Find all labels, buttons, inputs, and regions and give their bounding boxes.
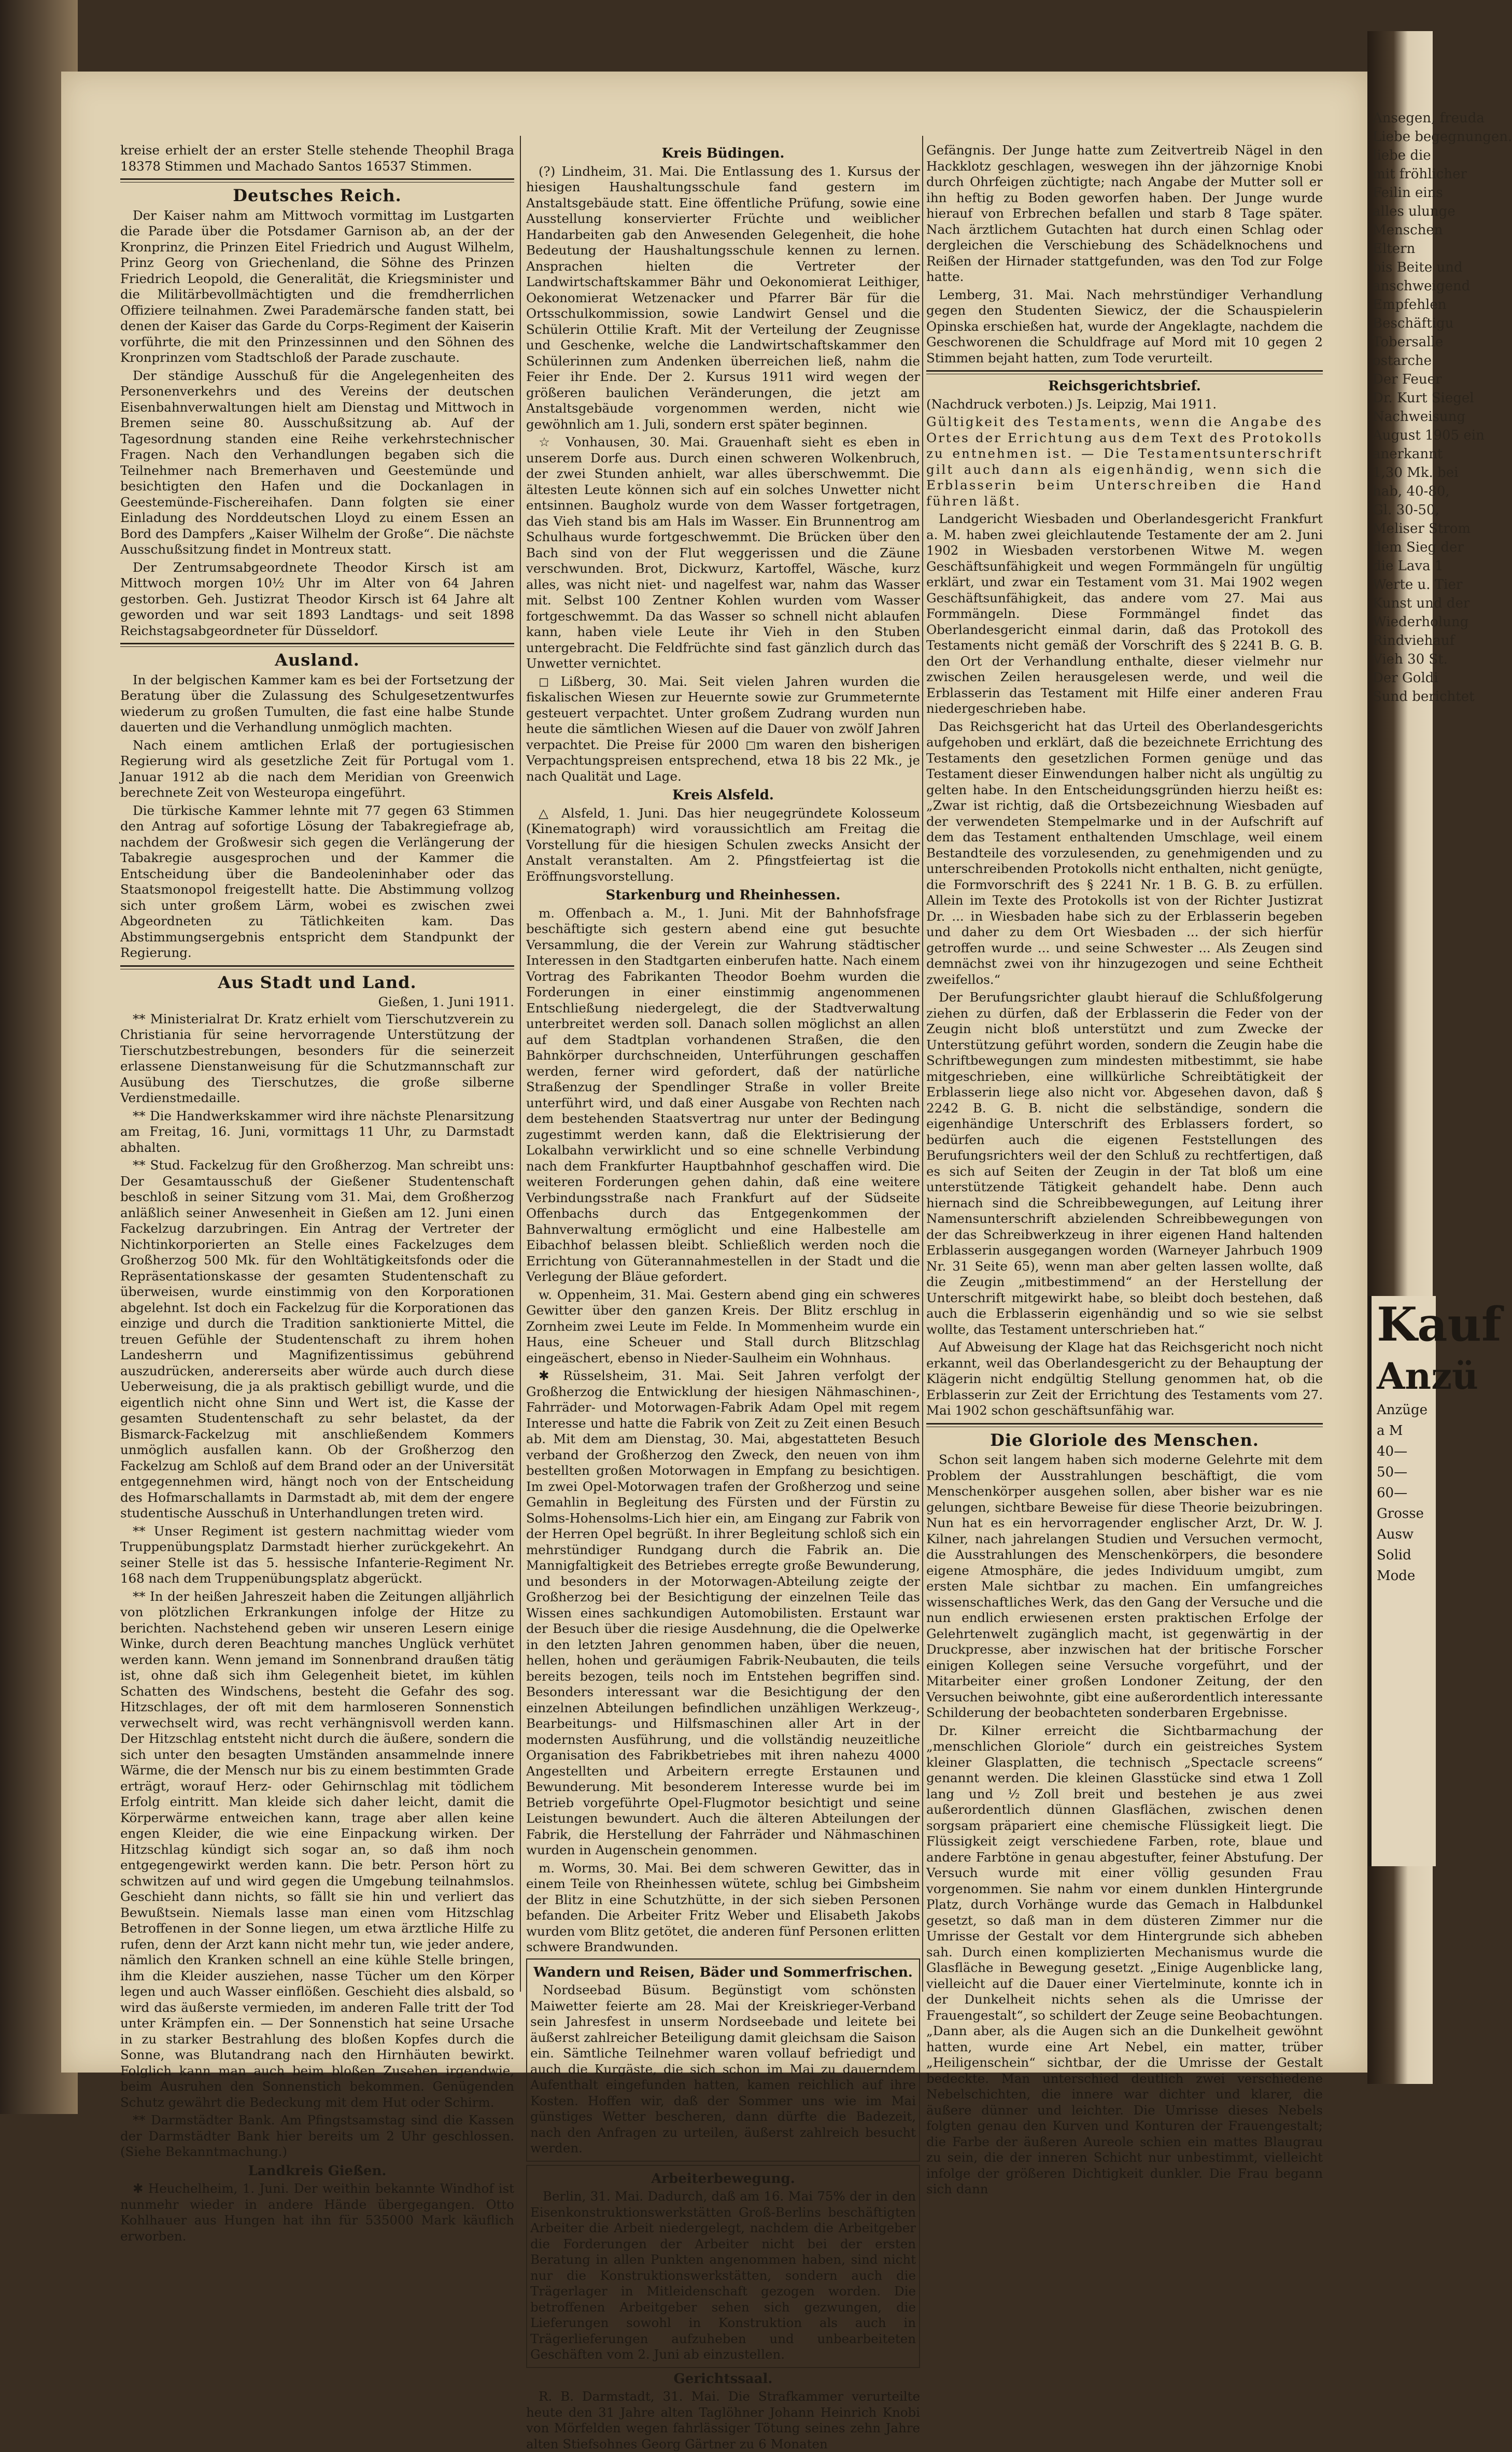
edge-text-line: August 1905 ein [1373, 428, 1485, 443]
ad-price-line: 50— [1377, 1464, 1408, 1480]
adjacent-page-advertisement [1368, 1296, 1502, 1866]
heading-wandern-und-reisen: Wandern und Reisen, Bäder und Sommerfrischen. [533, 1964, 913, 1980]
article-paragraph: △ Alsfeld, 1. Juni. Das hier neugegründete Kolosseum (Kinematograph) wird voraussichtlich am Freitag die Vorstellung für die hiesigen Schulen zwecks Ansicht der Anstalt veranstalten. Am 2. Pfingstfeiertag ist die Eröffnungsvorstellung. [526, 805, 920, 884]
dateline: Gießen, 1. Juni 1911. [378, 994, 514, 1009]
edge-text-line: Tobersalle [1373, 334, 1444, 350]
edge-text-line: Gl. 30-50, [1373, 502, 1439, 518]
ad-prices [1372, 1400, 1436, 1503]
edge-text-line: Der Goldi [1373, 670, 1438, 686]
article-paragraph: ** In der heißen Jahreszeit haben die Zeitungen alljährlich von plötzlichen Erkrankungen infolge der Hitze zu berichten. Nachstehend geben wir unseren Lesern einige Winke, durch deren Beachtung manches Unglück verhütet werden kann. Wenn jemand im Sonnenbrand draußen tätig ist, ohne daß sich ihm Gelegenheit bietet, im kühlen Schatten des Windschens, besteht die Gefahr des sog. Hitzschlages, der oft mit dem harmloseren Sonnenstich verwechselt wird, was recht verhängnisvoll werden kann. Der Hitzschlag entsteht nicht durch die äußere, sondern die sich unter den besagten Umständen ansammelnde innere Wärme, die der Mensch nur bis zu einem bestimmten Grade erträgt, worauf Herz- oder Gehirnschlag mit tödlichem Erfolg eintritt. Man kleide sich daher leicht, damit die Körperwärme entweichen kann, trage aber allen keine engen Kleider, die wie eine Einpackung wirken. Der Hitzschlag kündigt sich sogar an, so daß ihm noch entgegengewirkt werden kann. Die betr. Person hört zu schwitzen auf und wird gegen die Umgebung teilnahmslos. Geschieht dann nichts, so fällt sie hin und verliert das Bewußtsein. Niemals lasse man einen vom Hitzschlag Betroffenen in der Sonne liegen, um etwa ärztliche Hilfe zu rufen, denn der Arzt kann nicht mehr tun, wie jeder andere, nämlich den Kranken schnell an eine kühle Stelle bringen, ihm die Kleider ausziehen, nasse Tücher um den Körper legen und auch Wasser einflößen. Geschieht dies alsbald, so wird das äußerste vermieden, im anderen Falle tritt der Tod unter Krämpfen ein. — Der Sonnenstich hat seine Ursache in zu starker Bestrahlung des bloßen Kopfes durch die Sonne, was Blutandrang nach den Hirnhäuten bewirkt. Folglich kann man auch beim bloßen Zusehen irgendwie, beim Ausruhen den Sonnenstich bekommen. Genügenden Schutz gewährt die Bedeckung mit dem Hut oder Schirm. [120, 1588, 514, 2110]
ad-price-line: Anzüge a M [1377, 1402, 1428, 1439]
edge-text-line: Sund berichtet [1373, 689, 1475, 704]
edge-text-line: Dr. Kurt Siegel [1373, 390, 1474, 406]
edge-text-line: Empfehlen [1373, 297, 1447, 313]
article-paragraph: Auf Abweisung der Klage hat das Reichsgericht noch nicht erkannt, weil das Oberlandesgericht zu der Behauptung der Klägerin nicht endgültig Stellung genommen hat, ob die Erblasserin zur Zeit der Errichtung des Testaments vom 27. Mai 1902 schon geschäftsunfähig war. [926, 1340, 1323, 1418]
heading-starkenburg: Starkenburg und Rheinhessen. [605, 887, 841, 903]
article-paragraph: In der belgischen Kammer kam es bei der Fortsetzung der Beratung über die Zulassung des Schulgesetzentwurfes wiederum zu großen Tumulten, die fast eine halbe Stunde dauerten und die Verhandlung unmöglich machten. [120, 672, 514, 735]
boxed-section-arbeiter [526, 2165, 920, 2368]
article-paragraph: ◻ Lißberg, 30. Mai. Seit vielen Jahren wurden die fiskalischen Wiesen zur Heuernte sowie zur Grummeternte gesteuert verpachtet. Unter großem Zudrang wurden nun heute die sämtlichen Wiesen auf die Dauer von zwölf Jahren verpachtet. Die Preise für 2000 ◻m waren den bisherigen Verpachtungspreisen entsprechend, etwa 18 bis 22 Mk., je nach Qualität und Lage. [526, 673, 920, 784]
article-paragraph: Der Berufungsrichter glaubt hierauf die Schlußfolgerung ziehen zu dürfen, daß der Erblasserin die Feder von der Zeugin nicht bloß unterstützt und zum Zwecke der Unterstützung geführt worden, sondern die Zeugin habe die Schriftbewegungen zum mindesten mitbestimmt, sie habe mitgeschrieben, eine willkürliche Schreibtätigkeit der Erblasserin liege also nicht vor. Abgesehen davon, daß § 2242 B. G. B. nicht die selbständige, sondern die eigenhändige Unterschrift des Erblassers fordert, so bedürfen auch die eigenen Feststellungen des Berufungsrichters weil der den Schluß zu rechtfertigen, daß es sich auf Seiten der Zeugin in der Tat bloß um eine unterstützende Tätigkeit gehandelt habe. Denn auch hiernach sind die Schreibbewegungen, auf Leitung ihrer Namensunterschrift abzielenden Schreibbewegungen von der das Schreibwerkzeug in ihrer eigenen Hand haltenden Erblasserin ausgegangen worden (Warneyer Jahrbuch 1909 Nr. 31 Seite 65), wenn man aber gelten lassen wollte, daß die Zeugin „mitbestimmend“ an der Herstellung der Unterschrift mitgewirkt habe, so bleibt doch bestehen, daß auch die Erblasserin eigenhändig und so wie sie selbst wollte, das Testament unterschrieben hat.“ [926, 990, 1323, 1337]
edge-text-line: Wiederholung [1373, 614, 1469, 630]
divider [120, 965, 514, 969]
heading-landkreis-giessen: Landkreis Gießen. [248, 2163, 387, 2179]
edge-text-line: Feilin eins [1373, 185, 1443, 201]
heading-arbeiterbewegung: Arbeiterbewegung. [651, 2171, 795, 2187]
article-paragraph: Gefängnis. Der Junge hatte zum Zeitvertreib Nägel in den Hackklotz geschlagen, weswegen ihn der jähzornige Knobi durch Ohrfeigen züchtigte; nach Angabe der Mutter soll er ihn heftig zu Boden geworfen haben. Der Junge wurde hierauf von Erbrechen befallen und starb 8 Tage später. Nach ärztlichem Gutachten hat durch einen Schlag oder dergleichen die Verschiebung des Schädelknochens und Reißen der Hirnader stattgefunden, was den Tod zur Folge hatte. [926, 143, 1323, 284]
adjacent-page-text [1368, 109, 1512, 706]
edge-text-line: Rindviehauf [1373, 633, 1455, 649]
heading-aus-stadt-und-land: Aus Stadt und Land. [218, 972, 417, 992]
edge-text-line: Vieh 30 St. [1373, 652, 1448, 667]
column-rule [922, 136, 923, 1992]
edge-text-line: Eltern [1373, 241, 1416, 257]
column-1 [120, 143, 514, 2244]
ad-text-line: Mode [1377, 1568, 1416, 1584]
boxed-section-wandern [526, 1958, 920, 2162]
article-paragraph: ** Darmstädter Bank. Am Pfingstsamstag sind die Kassen der Darmstädter Bank hier bereits um 2 Uhr geschlossen. (Siehe Bekanntmachung.) [120, 2112, 514, 2159]
reichsgericht-header: (Nachdruck verboten.) Js. Leipzig, Mai 1911. [926, 396, 1217, 412]
article-paragraph: m. Offenbach a. M., 1. Juni. Mit der Bahnhofsfrage beschäftigte sich gestern abend eine gut besuchte Versammlung, die der Verein zur Wahrung städtischer Interessen in den Stadtgarten einberufen hatte. Nach einem Vortrag des Fabrikanten Theodor Boehm wurden die Forderungen in einer einstimmig angenommenen Entschließung niedergelegt, die der Stadtverwaltung unterbreitet werden soll. Danach sollen möglichst an allen auf dem Stadtplan vorhandenen Straßen, die den Bahnkörper durchschneiden, Unterführungen geschaffen werden, ferner wird gefordert, daß der natürliche Straßenzug der Spendlinger Straße in voller Breite unterführt wird, und daß einer Ausgabe von Rechten nach dem bestehenden Staatsvertrag nur unter der Bedingung zugestimmt werden kann, daß die Elektrisierung der Lokalbahn verwirklicht und so eine schnelle Verbindung nach dem Frankfurter Hauptbahnhof geschaffen wird. Die weiteren Forderungen gehen dahin, daß eine weitere Verbindungsstraße nach Frankfurt auf der Südseite Offenbachs durch das Entgegenkommen der Bahnverwaltung ermöglicht und eine Halbestelle am Eibachhof belassen bleibt. Schließlich werden noch die Errichtung von Güterannahmestellen in der Stadt und die Verlegung der Bläue gefordert. [526, 905, 920, 1284]
ad-price-line: 60— [1377, 1485, 1408, 1501]
edge-text-line: dem Sieg der [1373, 540, 1464, 555]
ad-word: Anzü [1377, 1355, 1478, 1398]
divider [926, 370, 1323, 374]
edge-text-line: Liebe begegnungen. [1373, 129, 1512, 145]
edge-text-line: Kunst und der [1373, 596, 1470, 611]
column-3 [926, 143, 1323, 2196]
edge-text-line: 1,30 Mk. bei [1373, 465, 1459, 481]
article-paragraph: ** Stud. Fackelzug für den Großherzog. Man schreibt uns: Der Gesamtausschuß der Gießener Studentenschaft beschloß in seiner Sitzung vom 31. Mai, dem Großherzog anläßlich seiner Anwesenheit in Gießen am 12. Juni einen Fackelzug darzubringen. Ein Antrag der Vertreter der Nichtinkorporierten an Stelle eines Fackelzuges dem Großherzog 500 Mk. für den Wohltätigkeitsfonds oder die Repräsentationskasse der gesamten Studentenschaft zu überweisen, wurde einstimmig von den Korporationen abgelehnt. Ist doch ein Fackelzug für die Korporationen das einzige und durch die Tradition sanktionierte Mittel, die treuen Gefühle der Studentenschaft zu ihrem hohen Landesherrn und Magnifizentissimus gebührend auszudrücken, andererseits aber würde auch durch diese Ueberweisung, die ja als praktisch gebilligt wurde, und die eigentlich nicht ohne Sinn und Wert ist, die Kasse der gesamten Studentenschaft zu sehr belastet, da der Bismarck-Fackelzug mit anschließendem Kommers unmöglich ausfallen kann. Ob der Großherzog den Fackelzug am Schloß auf dem Brand oder an der Universität entgegennehmen wird, hängt noch von der Entscheidung des Hofmarschallamts in Darmstadt ab, mit dem der engere studentische Ausschuß in Unterhandlungen treten wird. [120, 1158, 514, 1520]
divider [926, 1423, 1323, 1427]
heading-deutsches-reich: Deutsches Reich. [233, 186, 402, 205]
edge-text-line: bis Beite und [1373, 260, 1463, 275]
article-paragraph: Der Zentrumsabgeordnete Theodor Kirsch ist am Mittwoch morgen 10½ Uhr im Alter von 64 Jahren gestorben. Geh. Justizrat Theodor Kirsch ist 64 Jahre alt geworden und war seit 1893 Landtags- und seit 1898 Reichstagsabgeordneter für Düsseldorf. [120, 559, 514, 638]
ad-text-line: Grosse Ausw [1377, 1506, 1424, 1542]
edge-text-line: mit fröhlicher [1373, 166, 1467, 182]
ad-headline: Kauf [1377, 1297, 1502, 1352]
article-paragraph: ✱ Rüsselsheim, 31. Mai. Seit Jahren verfolgt der Großherzog die Entwicklung der hiesigen Nähmaschinen-, Fahrräder- und Motorwagen-Fabrik Adam Opel mit regem Interesse und hatte die Fabrik von Zeit zu Zeit einen Besuch ab. Mit dem am Dienstag, 30. Mai, abgestatteten Besuch verband der Großherzog den Zweck, den neuen von ihm bestellten großen Motorwagen in Empfang zu besichtigen. Im zwei Opel-Motorwagen trafen der Großherzog und seine Gemahlin in Begleitung des Fürsten und der Fürstin zu Solms-Hohensolms-Lich hier ein, am Eingang zur Fabrik von der Herren Opel begrüßt. In ihrer Begleitung schloß sich ein mehrstündiger Rundgang durch die Fabrik an. Die Mannigfaltigkeit des Betriebes erregte große Bewunderung, und besonders in der Motorwagen-Abteilung zeigte der Großherzog bei der Besichtigung der einzelnen Teile das Wissen eines sachkundigen Automobilisten. Erstaunt war der Besuch über die riesige Ausdehnung, die die Opelwerke in den letzten Jahren genommen haben, über die neuen, hellen, hohen und geräumigen Fabrik-Neubauten, die teils bereits bezogen, teils noch im Entstehen begriffen sind. Besonders interessant war die Besichtigung der den einzelnen Abteilungen befindlichen unzähligen Werkzeug-, Bearbeitungs- und Hilfsmaschinen aller Art in der modernsten Ausführung, und die vollständig neuzeitliche Organisation des Fabrikbetriebes mit ihren nahezu 4000 Angestellten und Arbeitern erregte Erstaunen und Bewunderung. Mit besonderem Interesse wurde bei im Betrieb vorgeführte Opel-Flugmotor besichtigt und seine Leistungen bewundert. Auch die älteren Abteilungen der Fabrik, die Herstellung der Fahrräder und Nähmaschinen wurden in Augenschein genommen. [526, 1368, 920, 1857]
edge-text-line: anerkannt [1373, 446, 1443, 462]
heading-reichsgerichtsbrief: Reichsgerichtsbrief. [1048, 378, 1201, 394]
edge-text-line: liebe die [1373, 148, 1431, 163]
article-paragraph: Nordseebad Büsum. Begünstigt vom schönsten Maiwetter feierte am 28. Mai der Kreiskrieger-Verband sein Jahresfest in unserm Nordseebade und leitete bei äußerst zahlreicher Beteiligung damit gleichsam die Saison ein. Sämtliche Teilnehmer waren vollauf befriedigt und auch die Kurgäste, die sich schon im Mai zu dauerndem Aufenthalt eingefunden hatten, kamen reichlich auf ihre Kosten. Hoffen wir, daß der Sommer uns wie im Mai günstiges Wetter bescheren, dann dürfte die Badezeit, nach den Anfragen zu urteilen, äußerst zahlreich besucht werden. [530, 1982, 916, 2155]
edge-text-line: Der Feuer [1373, 372, 1442, 387]
article-paragraph: R. B. Darmstadt, 31. Mai. Die Strafkammer verurteilte heute den 31 Jahre alten Taglöhner Johann Heinrich Knobi von Mörfelden wegen fahrlässiger Tötung seines zehn Jahre alten Stiefsohnes Georg Gärtner zu 6 Monaten [526, 2389, 920, 2451]
intro-text: kreise erhielt der an erster Stelle stehende Theophil Braga 18378 Stimmen und Machado Santos 16537 Stimmen. [120, 143, 514, 174]
article-paragraph: ** Ministerialrat Dr. Kratz erhielt vom Tierschutzverein zu Christiania für seine hervorragende Unterstützung der Tierschutzbestrebungen, besonders für die seinerzeit erlassene Dienstanweisung für die Schutzmannschaft zur Ausübung des Tierschutzes, die große silberne Verdienstmedaille. [120, 1011, 514, 1105]
article-paragraph: (?) Lindheim, 31. Mai. Die Entlassung des 1. Kursus der hiesigen Haushaltungsschule fand gestern im Anstaltsgebäude statt. Eine öffentliche Prüfung, sowie eine Ausstellung konservierter Früchte und weiblicher Handarbeiten gab den Anwesenden Gelegenheit, die hohe Bedeutung der Haushaltungsschule kennen zu lernen. Ansprachen hielten die Vertreter der Landwirtschaftskammer Bähr und Oekonomierat Leithiger, Oekonomierat Wetzenacker und Pfarrer Bär für die Ortsschulkommission, sowie Landwirt Gensel und die Schülerin Ottilie Kraft. Mit der Verteilung der Zeugnisse und Geschenke, welche die Landwirtschaftskammer den Schülerinnen zum Andenken überreichen ließ, nahm die Feier ihr Ende. Der 2. Kursus 1911 wird wegen der größeren baulichen Veränderungen, die jetzt am Anstaltsgebäude vorgenommen werden, nicht wie gewöhnlich am 1. Juli, sondern erst später beginnen. [526, 163, 920, 432]
heading-gerichtssaal: Gerichtssaal. [673, 2371, 773, 2387]
column-rule [520, 136, 521, 1992]
edge-text-line: alles ulunge [1373, 204, 1456, 219]
edge-text-line: Nachweisung [1373, 409, 1465, 425]
article-paragraph: Die türkische Kammer lehnte mit 77 gegen 63 Stimmen den Antrag auf sofortige Lösung der Tabakregiefrage ab, nachdem der Großwesir sich gegen die Verlängerung der Tabakregie ausgesprochen und der Kammer die Entscheidung über die Bandeoleninhaber oder das Staatsmonopol freigestellt hatte. Die Abstimmung vollzog sich unter großem Lärm, wobei es zwischen zwei Abgeordneten zu Tätlichkeiten kam. Das Abstimmungsergebnis entspricht dem Standpunkt der Regierung. [120, 802, 514, 960]
edge-text-line: die Lava 1 [1373, 558, 1444, 574]
article-paragraph: ** Die Handwerkskammer wird ihre nächste Plenarsitzung am Freitag, 16. Juni, vormittags 11 Uhr, zu Darmstadt abhalten. [120, 1108, 514, 1155]
edge-text-line: Ansegen, freuda [1373, 110, 1485, 126]
edge-text-line: Beschäftigu [1373, 316, 1454, 331]
heading-gloriole: Die Gloriole des Menschen. [990, 1430, 1259, 1450]
ad-text-line: Solid [1377, 1547, 1411, 1563]
article-paragraph: Der ständige Ausschuß für die Angelegenheiten des Personenverkehrs und des Vereins der deutschen Eisenbahnverwaltungen hielt am Dienstag und Mittwoch in Bremen seine 80. Ausschußsitzung ab. Auf der Tagesordnung standen eine Reihe verkehrstechnischer Fragen. Nach den Verhandlungen begaben sich die Teilnehmer nach Bremerhaven und Geestemünde und besichtigten den Hafen und die Dockanlagen in Geestemünde-Fischereihafen. Dann folgten sie einer Einladung des Norddeutschen Lloyd zu einem Essen an Bord des Dampfers „Kaiser Wilhelm der Große“. Die nächste Ausschußsitzung findet in Montreux statt. [120, 368, 514, 557]
reichsgericht-subtitle: Gültigkeit des Testaments, wenn die Angabe des Ortes der Errichtung aus dem Text des Protokolls zu entnehmen ist. — Die Testamentsunterschrift gilt auch dann als eigenhändig, wenn sich die Erblasserin beim Unterschreiben die Hand führen läßt. [926, 414, 1323, 509]
article-paragraph: Landgericht Wiesbaden und Oberlandesgericht Frankfurt a. M. haben zwei gleichlautende Testamente der am 2. Juni 1902 in Wiesbaden verstorbenen Witwe M. wegen Geschäftsunfähigkeit und wegen Formmängeln für ungültig erklärt, und zwar ein Testament vom 31. Mai 1902 wegen Geschäftsunfähigkeit, das andere vom 27. Mai aus Formmängeln. Diese Formmängel findet das Oberlandesgericht einmal darin, daß das Protokoll des Testaments nicht gemäß der Vorschrift des § 2241 B. G. B. den Ort der Verhandlung enthalte, dieser vielmehr nur zwischen Zeilen herausgelesen werde, und weil die Erblasserin das Testament mit Hilfe einer anderen Frau niedergeschrieben habe. [926, 511, 1323, 716]
article-paragraph: w. Oppenheim, 31. Mai. Gestern abend ging ein schweres Gewitter über den ganzen Kreis. Der Blitz erschlug in Zornheim zwei Leute im Felde. In Mommenheim wurde ein Haus, eine Scheuer und Stall durch Blitzschlag eingeäschert, ebenso in Nieder-Saulheim ein Wohnhaus. [526, 1287, 920, 1365]
article-paragraph: Berlin, 31. Mai. Dadurch, daß am 16. Mai 75% der in den Eisenkonstruktionswerkstätten Groß-Berlins beschäftigten Arbeiter die Arbeit niedergelegt, nachdem die Arbeitgeber die Forderungen der Arbeiter nicht bei der ersten Beratung in allen Punkten angenommen haben, sind nicht nur die Konstruktionswerkstätten, sondern auch die Trägerlager in Mitleidenschaft gezogen worden. Die betroffenen Arbeitgeber sehen sich gezwungen, die Lieferungen sowohl in Konstruktion als auch in Trägerlieferungen aufzuheben und unbearbeiteten Geschäften vom 2. Juni ab einzustellen. [530, 2189, 916, 2362]
article-paragraph: ** Unser Regiment ist gestern nachmittag wieder vom Truppenübungsplatz Darmstadt hierher zurückgekehrt. An seiner Stelle ist das 5. hessische Infanterie-Regiment Nr. 168 nach dem Truppenübungsplatz abgerückt. [120, 1523, 514, 1586]
article-paragraph: Der Kaiser nahm am Mittwoch vormittag im Lustgarten die Parade über die Potsdamer Garnison ab, an der der Kronprinz, die Prinzen Eitel Friedrich und August Wilhelm, Prinz Georg von Griechenland, die Söhne des Prinzen Friedrich Leopold, die Generalität, die Kriegsminister und die Militärbevollmächtigten und die fremdherrlichen Offiziere teilnahmen. Zwei Parademärsche fanden statt, bei denen der Kaiser das Garde du Corps-Regiment der Kaiserin vorführte, die mit den Prinzessinnen und den Söhnen des Kronprinzen vom Stadtschloß der Parade zuschaute. [120, 207, 514, 365]
article-paragraph: Nach einem amtlichen Erlaß der portugiesischen Regierung wird als gesetzliche Zeit für Portugal vom 1. Januar 1912 ab die nach dem Meridian von Greenwich berechnete Zeit von Westeuropa eingeführt. [120, 737, 514, 800]
ad-lines [1372, 1503, 1436, 1586]
article-paragraph: ✱ Heuchelheim, 1. Juni. Der weithin bekannte Windhof ist nunmehr wieder in andere Hände übergegangen. Otto Kohlhauer aus Hungen hat ihn für 535000 Mark käuflich erworben. [120, 2181, 514, 2244]
edge-text-line: Meliser Strom [1373, 521, 1471, 537]
edge-text-line: hab, 40-80, [1373, 484, 1450, 499]
ad-price-line: 40— [1377, 1444, 1408, 1459]
edge-text-line: ostarche [1373, 353, 1432, 369]
article-paragraph: ☆ Vonhausen, 30. Mai. Grauenhaft sieht es eben in unserem Dorfe aus. Durch einen schweren Wolkenbruch, der zwei Stunden anhielt, war alles überschwemmt. Die ältesten Leute können sich auf ein solches Unwetter nicht entsinnen. Baugholz wurde von dem Wasser fortgetragen, das Vieh stand bis am Hals im Wasser. Ein Brunnentrog am Schulhaus wurde fortgeschwemmt. Die Brücken über den Bach sind von der Flut weggerissen und die Zäune verschwunden. Brot, Dickwurz, Kartoffel, Wäsche, kurz alles, was nicht niet- und nagelfest war, nahm das Wasser mit. Selbst 100 Zentner Kohlen wurden vom Wasser fortgeschwemmt. Da das Wasser so schnell nicht ablaufen kann, haben viele Leute ihr Vieh in den Stuben untergebracht. Die Feldfrüchte sind fast gänzlich durch das Unwetter vernichtet. [526, 434, 920, 671]
heading-kreis-buedingen: Kreis Büdingen. [661, 146, 785, 161]
divider [120, 643, 514, 647]
edge-text-line: anschweigend [1373, 278, 1471, 294]
heading-ausland: Ausland. [275, 650, 360, 670]
article-paragraph: Das Reichsgericht hat das Urteil des Oberlandesgerichts aufgehoben und erklärt, daß die bezeichnete Errichtung des Testaments den gesetzlichen Formen genüge und das Testament dieser Einwendungen halber nicht als ungültig zu gelten habe. In den Entscheidungsgründen hierzu heißt es: „Zwar ist richtig, daß die Ortsbezeichnung Wiesbaden auf der verwendeten Stempelmarke und in der Aufschrift auf dem das Testament enthaltenden Umschlage, weil einem Bestandteile des vorzulesenden, zu genehmigenden und zu unterschreibenden Protokolls nicht enthalten, nicht genügte, die Formvorschrift des § 2241 Nr. 1 B. G. B. zu erfüllen. Allein im Texte des Protokolls ist von der Richter Justizrat Dr. ... in Wiesbaden habe sich zu der Erblasserin begeben und daher zu dem Ort Wiesbaden ... der sich hierfür getroffen wurde ... und seine Schwester ... Als Zeugen sind demnächst zwei von ihr hinzugezogen und seine Echtheit zweifellos.“ [926, 718, 1323, 987]
divider [120, 178, 514, 182]
article-paragraph: Dr. Kilner erreicht die Sichtbarmachung der „menschlichen Gloriole“ durch ein geistreiches System kleiner Glasplatten, die technisch „Spectacle screens“ genannt werden. Die kleinen Glasstücke sind etwa 1 Zoll lang und ½ Zoll breit und bestehen je aus zwei außerordentlich dünnen Glasflächen, zwischen denen sorgsam präpariert eine chemische Flüssigkeit liegt. Die Flüssigkeit zeigt verschiedene Farben, rote, blaue und andere Farbtöne in genau abgestufter, feiner Abstufung. Der Versuch wurde mit einer völlig gesunden Frau vorgenommen. Sie nahm vor einem dunklen Hintergrunde Platz, durch Vorhänge wurde das Gemach in Halbdunkel gesetzt, so daß man in dem düsteren Zimmer nur die Umrisse der Gestalt vor dem Hintergrunde sich abheben sah. Durch einen komplizierten Mechanismus wurde die Glasfläche in Bewegung gesetzt. „Einige Augenblicke lang, vielleicht auf die Dauer einer Viertelminute, konnte ich in der Dunkelheit nichts sehen als die Umrisse der Frauengestalt“, so schildert der Zeuge seine Beobachtungen. „Dann aber, als die Augen sich an die Dunkelheit gewöhnt hatten, wurde eine Art Nebel, ein matter, trüber „Heiligenschein“ sichtbar, der die Umrisse der Gestalt bedeckte. Man unterschied deutlich zwei verschiedene Nebelschichten, die innere war dichter und klarer, die äußere dünner und leichter. Die Umrisse dieses Nebels folgten genau den Kurven und Konturen der Frauengestalt; die Farbe der äußeren Aureole schien ein mattes Blaugrau zu sein, die der inneren Schicht nur unbestimmt, vielleicht infolge der größeren Dichtigkeit dunkler. Die Frau begann sich dann [926, 1723, 1323, 2196]
article-paragraph: m. Worms, 30. Mai. Bei dem schweren Gewitter, das in einem Teile von Rheinhessen wütete, schlug bei Gimbsheim der Blitz in eine Schutzhütte, in der sich sieben Personen befanden. Die Arbeiter Fritz Weber und Elisabeth Jakobs wurden vom Blitz getötet, die anderen fünf Personen erlitten schwere Brandwunden. [526, 1860, 920, 1954]
edge-text-line: Werte u. Tier [1373, 577, 1463, 593]
heading-kreis-alsfeld: Kreis Alsfeld. [672, 787, 774, 803]
edge-text-line: Menschen [1373, 222, 1443, 238]
article-paragraph: Schon seit langem haben sich moderne Gelehrte mit dem Problem der Ausstrahlungen beschäftigt, die vom Menschenkörper ausgehen sollen, aber bisher war es nie gelungen, sichtbare Beweise für diese Theorie beizubringen. Nun hat es ein hervorragender englischer Arzt, Dr. W. J. Kilner, nach jahrelangen Studien und Versuchen vermocht, die Ausstrahlungen des Menschenkörpers, die besondere eigene Atmosphäre, die jedes Individuum umgibt, zum ersten Male sichtbar zu machen. Ein umfangreiches wissenschaftliches Werk, das den Gang der Versuche und die nun endlich erwiesenen ersten praktischen Erfolge der Gelehrtenwelt zugänglich macht, ist gegenwärtig in der Druckpresse, aber inzwischen hat der britische Forscher einigen Kollegen seine Versuche vorgeführt, und der Mitarbeiter einer großen Londoner Zeitung, der den Versuchen beiwohnte, gibt eine außerordentlich interessante Schilderung der beobachteten sonderbaren Ergebnisse. [926, 1452, 1323, 1720]
column-2 [526, 143, 920, 2451]
article-paragraph: Lemberg, 31. Mai. Nach mehrstündiger Verhandlung gegen den Studenten Siewicz, der die Schauspielerin Opinska erschießen hat, wurde der Angeklagte, nachdem die Geschworenen die Schuldfrage auf Mord mit 10 gegen 2 Stimmen bejaht hatten, zum Tode verurteilt. [926, 287, 1323, 365]
